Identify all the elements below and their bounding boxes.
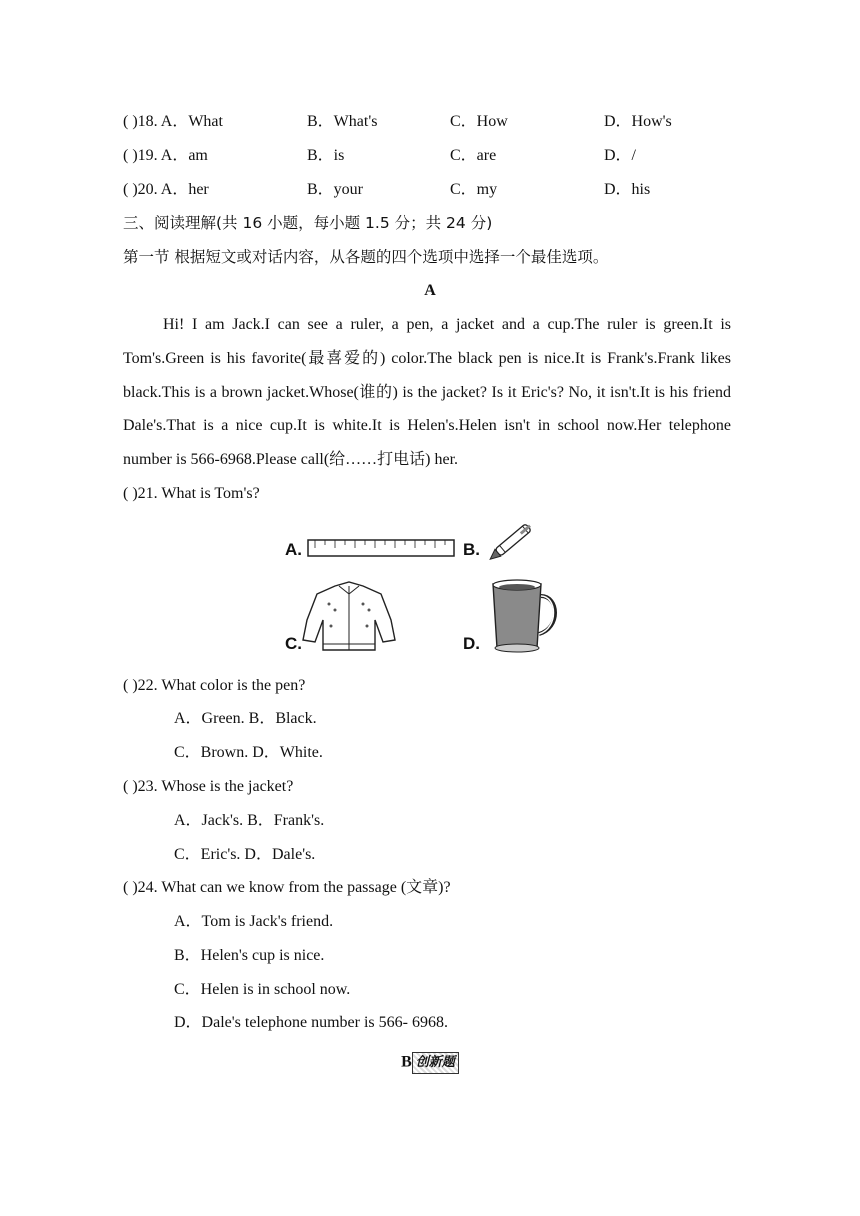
passage-b-heading	[0, 1052, 860, 1074]
q21-figure	[283, 512, 563, 658]
q24-option-a: A．Tom is Jack's friend.	[174, 913, 334, 930]
q20-option-b: B．your	[307, 181, 364, 198]
q22-options-row-2: C．Brown. D．White.	[174, 744, 323, 761]
innovation-badge: 创新题	[412, 1052, 459, 1074]
q19-option-c: C．are	[450, 147, 497, 164]
q24-option-b: B．Helen's cup is nice.	[174, 947, 325, 964]
section-subtitle: 第一节 根据短文或对话内容，从各题的四个选项中选择一个最佳选项。	[123, 248, 609, 266]
q21-label-a: A.	[285, 540, 302, 559]
q18-option-b: B．What's	[307, 113, 378, 130]
q22-options-row-1: A．Green. B．Black.	[174, 710, 317, 727]
q21-label-c: C.	[285, 634, 302, 653]
q20-stem-a: ( )20. A．her	[123, 181, 209, 198]
cup-icon	[487, 578, 561, 654]
q23-options-row-2: C．Eric's. D．Dale's.	[174, 846, 316, 863]
passage-b-label: B	[401, 1053, 412, 1071]
q21-label-b: B.	[463, 540, 480, 559]
passage-a	[123, 308, 731, 477]
q20-option-d: D．his	[604, 181, 651, 198]
passage-a-label: A	[424, 282, 436, 299]
ruler-icon	[307, 538, 457, 560]
q18-option-c: C．How	[450, 113, 508, 130]
q23-options-row-1: A．Jack's. B．Frank's.	[174, 812, 325, 829]
q18-stem-a: ( )18. A．What	[123, 113, 223, 130]
q24-stem: ( )24. What can we know from the passage (文章)?	[123, 879, 451, 896]
q18-option-d: D．How's	[604, 113, 672, 130]
section-title: 三、阅读理解(共 16 小题，每小题 1.5 分；共 24 分)	[123, 214, 493, 232]
q23-stem: ( )23. Whose is the jacket?	[123, 778, 294, 795]
q24-option-d: D．Dale's telephone number is 566- 6968.	[174, 1014, 448, 1031]
q21-label-d: D.	[463, 634, 480, 653]
q20-option-c: C．my	[450, 181, 498, 198]
jacket-icon	[301, 580, 397, 654]
q19-option-b: B．is	[307, 147, 345, 164]
passage-a-text: Hi! I am Jack.I can see a ruler, a pen, a jacket and a cup.The ruler is green.It is Tom's.Green is his favorite(最喜爱的) color.The black pen is nice.It is Frank's.Frank likes black.This is a brown jacket.Whose(谁的) is the jacket? Is it Eric's? No, it isn't.It is his friend Dale's.That is a nice cup.It is white.It is Helen's.Helen isn't in school now.Her telephone number is 566-6968.Please call(给……打电话) her.	[123, 316, 731, 469]
q21-stem: ( )21. What is Tom's?	[123, 485, 260, 502]
pen-icon	[483, 512, 547, 566]
q19-stem-a: ( )19. A．am	[123, 147, 208, 164]
q24-option-c: C．Helen is in school now.	[174, 981, 351, 998]
q22-stem: ( )22. What color is the pen?	[123, 677, 306, 694]
q19-option-d: D．/	[604, 147, 637, 164]
